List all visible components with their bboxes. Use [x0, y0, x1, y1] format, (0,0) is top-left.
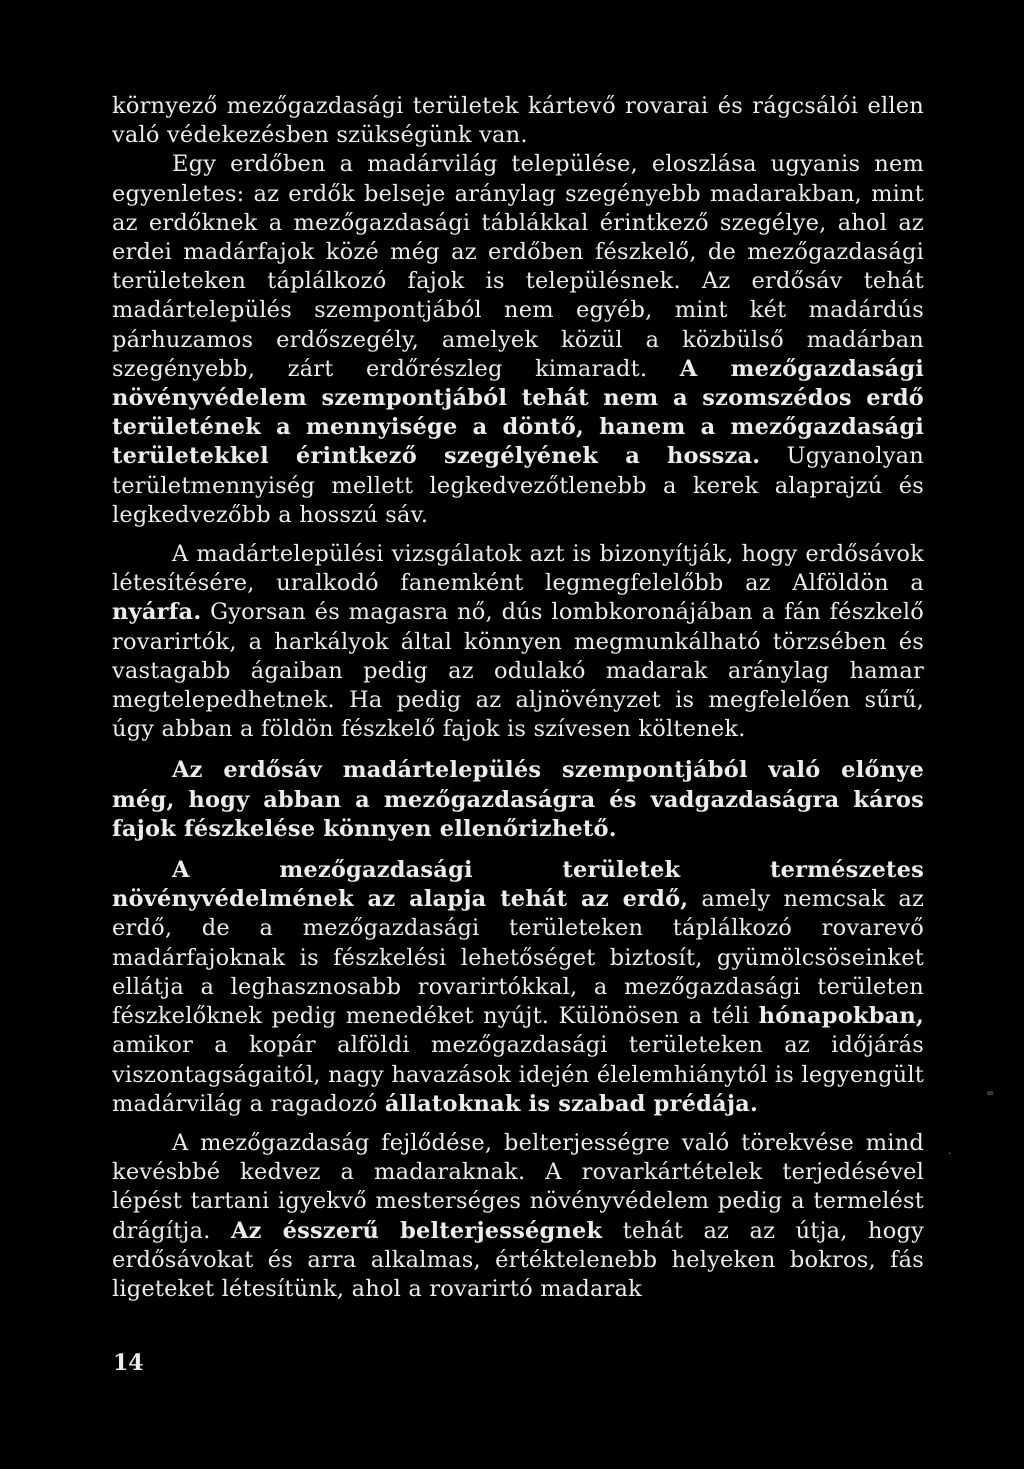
paragraph-4 — [112, 756, 924, 844]
paragraph-6-emphasis: Az ésszerű belterjességnek — [230, 1217, 603, 1244]
paragraph-6 — [112, 1129, 924, 1304]
paragraph-3-emphasis: nyárfa. — [112, 599, 202, 626]
paragraph-6-text-end: tehát az az útja, hogy erdősávokat és arra alkalmas, értéktelenebb helyeken bokros, fás ligeteket létesítünk, ahol a rovarirtó madarak — [112, 1217, 924, 1302]
body-text — [112, 92, 924, 1304]
paragraph-2-text: Egy erdőben a madárvilág települése, eloszlása ugyanis nem egyenletes: az erdők belseje aránylag szegényebb madarakban, mint az erdőknek a mezőgazdasági táblákkal érintkező szegélye, ahol az erdei madárfajok közé még az erdőben fészkelő, de mezőgazdasági területeken táplálkozó fajok is településnek. Az erdősáv tehát madártelepülés szempontjából nem egyéb, mint két madárdús párhuzamos erdőszegély, amelyek közül a közbülső madárban szegényebb, zárt erdőrészleg kimaradt. — [112, 151, 924, 382]
page-number: 14 — [113, 1350, 144, 1376]
paragraph-3 — [112, 540, 924, 744]
paragraph-1-text: környező mezőgazdasági területek kártevő rovarai és rágcsálói ellen való védekezésben szükségünk van. — [112, 93, 924, 149]
paragraph-3-text: A madártelepülési vizsgálatok azt is bizonyítják, hogy erdősávok létesítésére, uralkodó fanemként legmegfelelőbb az Alföldön a — [112, 541, 924, 597]
paragraph-6-text: A mezőgazdaság fejlődése, belterjességre való törekvése mind kevésbbé kedvez a madaraknak. A rovarkártételek terjedésével lépést tartani igyekvő mesterséges növényvédelem pedig a termelést drágítja. — [112, 1129, 924, 1244]
paragraph-5-text: amely nemcsak az erdő, de a mezőgazdasági területeken táplálkozó rovarevő madárfajoknak is fészkelési lehetőséget biztosít, gyümölcsöseinket ellátja a leghasznosabb rovarirtókkal, a mezőgazdasági területen fészkelőknek pedig menedéket nyújt. Különösen a téli — [112, 886, 925, 1030]
paragraph-5 — [112, 856, 924, 1119]
margin-mark: = — [986, 1088, 995, 1099]
margin-mark: . — [948, 1146, 952, 1157]
paragraph-5-emphasis: A mezőgazdasági területek természetes növényvédelmének az alapja tehát az erdő, — [112, 857, 924, 913]
paragraph-5-emphasis-3: állatoknak is szabad prédája. — [384, 1090, 758, 1117]
paragraph-4-text: Az erdősáv madártelepülés szempontjából való előnye még, hogy abban a mezőgazdaságra és vadgazdaságra káros fajok fészkelése könnyen ellenőrizhető. — [112, 757, 924, 842]
paragraph-1 — [112, 92, 924, 150]
paragraph-2-text-end: Ugyanolyan területmennyiség mellett legkedvezőtlenebb a kerek alaprajzú és legkedvezőbb a hosszú sáv. — [112, 443, 924, 528]
paragraph-2-emphasis: A mezőgazdasági növényvédelem szempontjából tehát nem a szomszédos erdő területének a mennyisége a döntő, hanem a mezőgazdasági területekkel érintkező szegélyének a hossza. — [112, 355, 925, 470]
paragraph-2 — [112, 150, 924, 530]
paragraph-3-text-end: Gyorsan és magasra nő, dús lombkoronájában a fán fészkelő rovarirtók, a harkályok által könnyen megmunkálható törzsében és vastagabb ágaiban pedig az odulakó madarak aránylag hamar megtelepedhetnek. Ha pedig az aljnövényzet is megfelelően sűrű, úgy abban a földön fészkelő fajok is szívesen költenek. — [112, 599, 924, 743]
paragraph-5-emphasis-2: hónapokban, — [758, 1003, 924, 1030]
paragraph-5-text-2: amikor a kopár alföldi mezőgazdasági területeken az időjárás viszontagságaitól, nagy havazások idején élelemhiánytól is legyengült madárvilág a ragadozó — [112, 1032, 924, 1117]
